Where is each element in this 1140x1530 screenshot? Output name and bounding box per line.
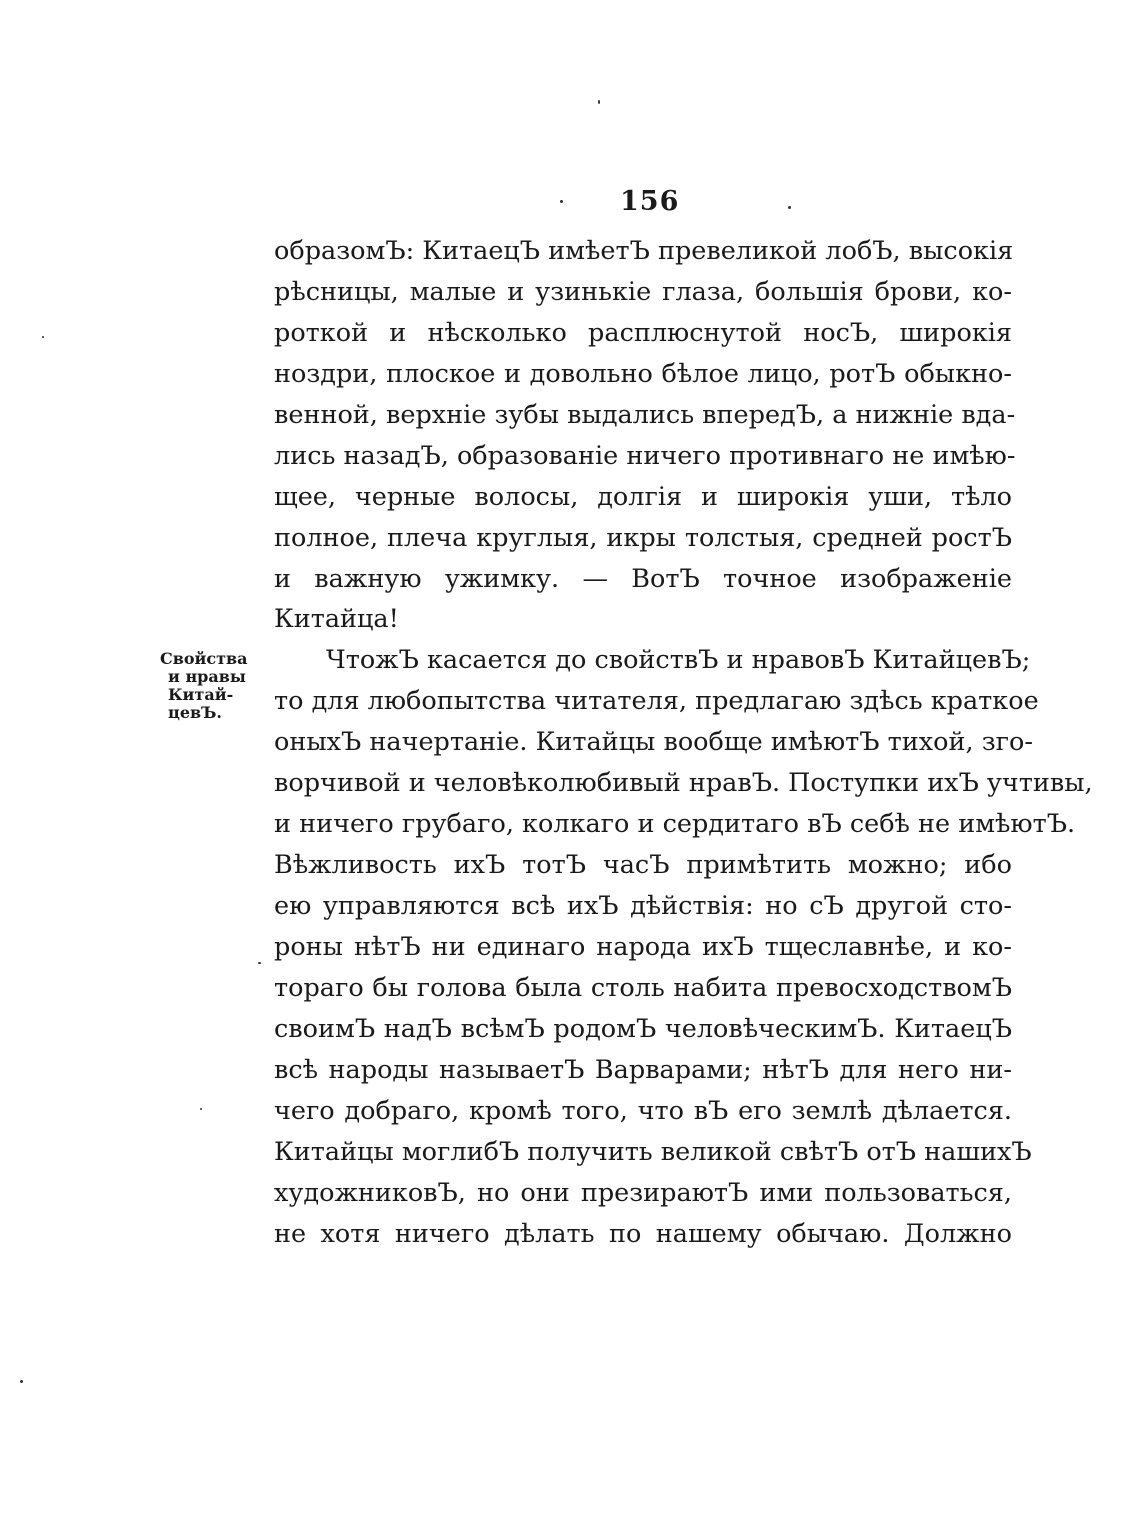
scan-speck bbox=[560, 200, 563, 203]
text-line: своимЪ надЪ всѣмЪ родомЪ человѣческимЪ. КитаецЪ bbox=[274, 1014, 1012, 1044]
text-line: ноздри, плоское и довольно бѣлое лицо, ротЪ обыкно- bbox=[274, 359, 1012, 389]
scan-speck bbox=[598, 100, 600, 104]
text-line: щее, черные волосы, долгія и широкія уши, тѣло bbox=[274, 482, 1012, 512]
scan-speck bbox=[788, 206, 791, 209]
text-line: всѣ народы называетЪ Варварами; нѣтЪ для него ни- bbox=[274, 1055, 1012, 1085]
text-line: венной, верхніе зубы выдались впередЪ, а нижніе вда- bbox=[274, 400, 1016, 430]
text-line: не хотя ничего дѣлать по нашему обычаю. Должно bbox=[274, 1219, 1012, 1249]
text-line: Китайца! bbox=[274, 604, 399, 634]
text-line: и ничего грубаго, колкаго и сердитаго вЪ себѣ не имѣютЪ. bbox=[274, 809, 1076, 839]
text-line: и важную ужимку. — ВотЪ точное изображеніе bbox=[274, 564, 1012, 594]
text-line: Вѣжливость ихЪ тотЪ часЪ примѣтить можно; ибо bbox=[274, 850, 1012, 880]
text-line: ею управляются всѣ ихЪ дѣйствія: но сЪ другой сто- bbox=[274, 891, 1012, 921]
text-line: полное, плеча круглыя, икры толстыя, средней ростЪ bbox=[274, 523, 1012, 553]
text-line: художниковЪ, но они презираютЪ ими пользоваться, bbox=[274, 1178, 1012, 1208]
margin-note-line: цевЪ. bbox=[168, 703, 222, 722]
text-line: лись назадЪ, образованіе ничего противнаго не имѣю- bbox=[274, 441, 1016, 471]
text-line: роткой и нѣсколько расплюснутой носЪ, широкія bbox=[274, 318, 1012, 348]
text-line: то для любопытства читателя, предлагаю здѣсь краткое bbox=[274, 686, 1039, 716]
text-line: Китайцы моглибЪ получить великой свѣтЪ отЪ нашихЪ bbox=[274, 1137, 1032, 1167]
text-line: ЧтожЪ касается до свойствЪ и нравовЪ КитайцевЪ; bbox=[326, 645, 1031, 675]
margin-note-line: Свойства bbox=[160, 649, 248, 668]
text-line: чего добраго, кромѣ того, что вЪ его землѣ дѣлается. bbox=[274, 1096, 1012, 1126]
margin-note-line: Китай- bbox=[168, 685, 234, 704]
text-line: роны нѣтЪ ни единаго народа ихЪ тщеславнѣе, и ко- bbox=[274, 932, 1012, 962]
margin-note bbox=[160, 650, 270, 722]
text-line: ворчивой и человѣколюбивый нравЪ. Поступки ихЪ учтивы, bbox=[274, 768, 1093, 798]
scan-speck bbox=[42, 336, 44, 338]
page-number: 156 bbox=[620, 186, 680, 217]
text-line: образомЪ: КитаецЪ имѣетЪ превеликой лобЪ, высокія bbox=[274, 236, 1014, 266]
margin-note-line: и нравы bbox=[168, 667, 246, 686]
scan-speck bbox=[258, 962, 261, 964]
scan-speck bbox=[200, 1108, 202, 1110]
text-line: рѣсницы, малые и узинькіе глаза, большія брови, ко- bbox=[274, 277, 1012, 307]
scan-speck bbox=[20, 1380, 23, 1383]
text-line: тораго бы голова была столь набита превосходствомЪ bbox=[274, 973, 1012, 1003]
text-line: оныхЪ начертаніе. Китайцы вообще имѣютЪ тихой, зго- bbox=[274, 727, 1033, 757]
